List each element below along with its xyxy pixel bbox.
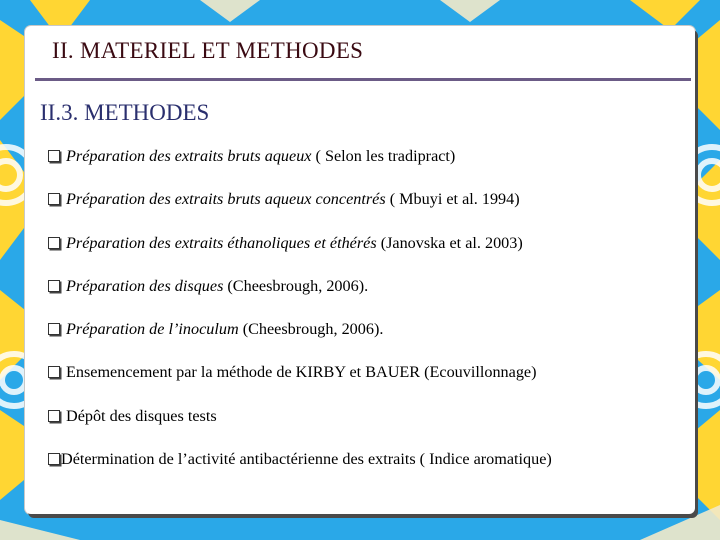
item-text: Détermination de l’activité antibactérienne des extraits xyxy=(61,450,420,469)
section-subtitle: II.3. METHODES xyxy=(40,100,210,125)
item-reference: (Cheesbrough, 2006). xyxy=(227,276,369,295)
checkbox-bullet-icon xyxy=(48,366,60,378)
slide-title: II. MATERIEL ET METHODES xyxy=(52,38,364,63)
list-item xyxy=(45,362,685,405)
item-reference: ( Indice aromatique) xyxy=(419,450,552,469)
item-text: Dépôt des disques tests xyxy=(66,406,217,425)
checkbox-bullet-icon xyxy=(48,410,60,422)
item-text: Préparation des disques xyxy=(66,276,228,295)
item-text: Préparation des extraits éthanoliques et éthérés xyxy=(66,233,381,252)
item-text: Ensemencement par la méthode de KIRBY et BAUER xyxy=(66,363,425,382)
checkbox-bullet-icon xyxy=(48,237,60,249)
methods-list xyxy=(45,146,685,492)
list-item xyxy=(45,319,685,362)
checkbox-bullet-icon xyxy=(48,453,60,465)
checkbox-bullet-icon xyxy=(48,280,60,292)
item-reference: ( Selon les tradipract) xyxy=(315,147,456,165)
item-reference: (Cheesbrough, 2006). xyxy=(242,320,384,339)
item-reference: (Ecouvillonnage) xyxy=(424,363,537,382)
item-text: Préparation des extraits bruts aqueux concentrés xyxy=(66,190,390,209)
checkbox-bullet-icon xyxy=(48,323,60,335)
list-item xyxy=(45,146,685,189)
list-item xyxy=(45,449,685,492)
item-text: Préparation des extraits bruts aqueux xyxy=(66,147,316,165)
item-reference: ( Mbuyi et al. 1994) xyxy=(389,190,520,209)
checkbox-bullet-icon xyxy=(48,150,60,162)
list-item xyxy=(45,276,685,319)
list-item xyxy=(45,406,685,449)
item-text: Préparation de l’inoculum xyxy=(66,320,243,339)
item-reference: (Janovska et al. 2003) xyxy=(380,233,523,252)
list-item xyxy=(45,189,685,232)
list-item xyxy=(45,233,685,276)
checkbox-bullet-icon xyxy=(48,193,60,205)
title-divider xyxy=(35,78,691,81)
